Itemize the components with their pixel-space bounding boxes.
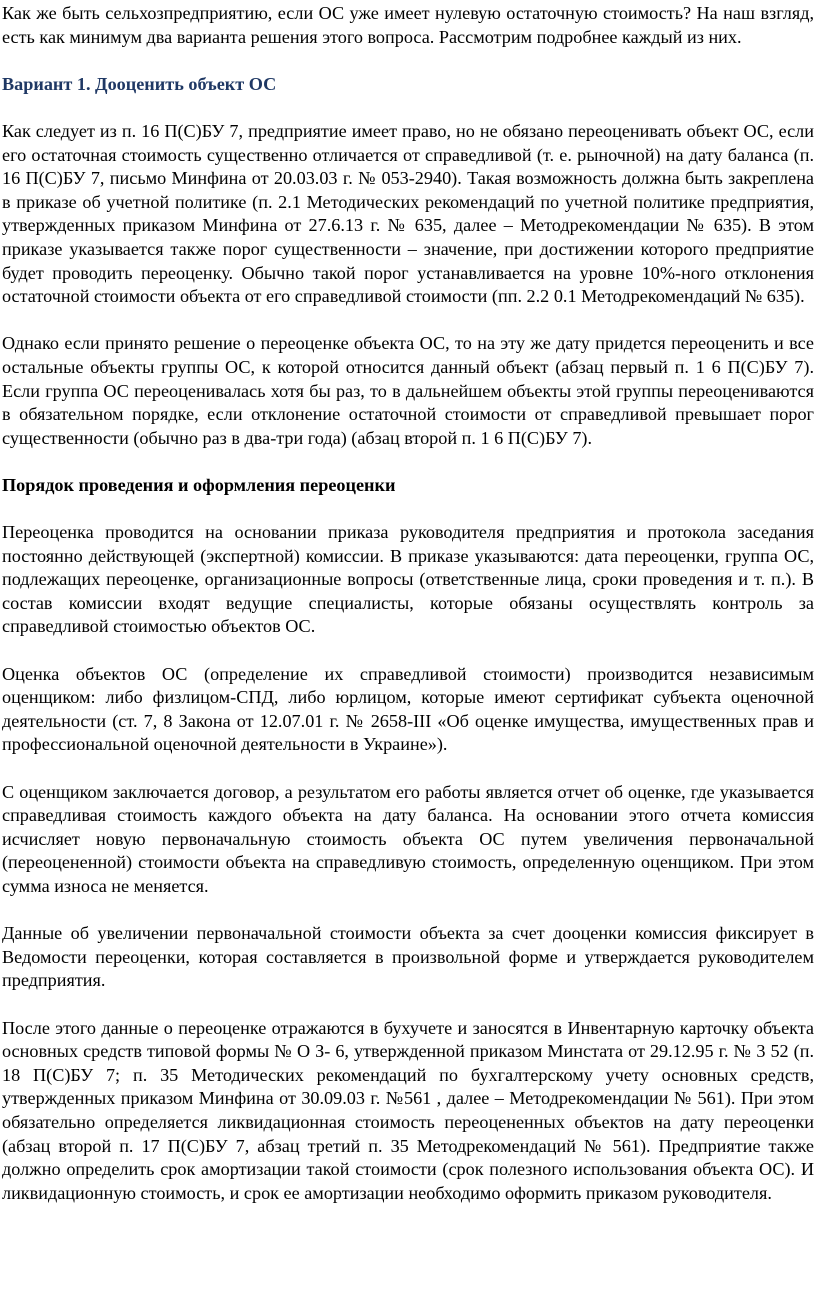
procedure-heading: Порядок проведения и оформления переоценки [2, 474, 396, 495]
paragraph-gap [2, 639, 814, 663]
revaluation-right-paragraph: Как следует из п. 16 П(С)БУ 7, предприятие имеет право, но не обязано переоценивать объект ОС, если его остаточная стоимость существенно отличается от справедливой (т. е. рыночной) на дату баланса (п. 16 П(С)БУ 7, письмо Минфина от 20.03.03 г. № 053-2940). Такая возможность должна быть закреплена в приказе об учетной политике (п. 2.1 Методических рекомендаций по учетной политике предприятия, утвержденных приказом Минфина от 27.6.13 г. № 635, далее – Методрекомендации № 635). В этом приказе указывается также порог существенности – значение, при достижении которого предприятие будет проводить переоценку. Обычно такой порог устанавливается на уровне 10%-ного отклонения остаточной стоимости объекта от его справедливой стоимости (пп. 2.2 0.1 Методрекомендаций № 635). [2, 120, 814, 307]
intro-paragraph: Как же быть сельхозпредприятию, если ОС уже имеет нулевую остаточную стоимость? На наш взгляд, есть как минимум два варианта решения этого вопроса. Рассмотрим подробнее каждый из них. [2, 3, 814, 47]
appraiser-paragraph: Оценка объектов ОС (определение их справедливой стоимости) производится независимым оценщиком: либо физлицом-СПД, либо юрлицом, которые имеют сертификат субъекта оценочной деятельности (ст. 7, 8 Закона от 12.07.01 г. № 2658-III «Об оценке имущества, имущественных прав и профессиональной оценочной деятельности в Украине»). [2, 663, 814, 755]
order-commission-paragraph: Переоценка проводится на основании приказа руководителя предприятия и протокола заседания постоянно действующей (экспертной) комиссии. В приказе указываются: дата переоценки, группа ОС, подлежащих переоценке, организационные вопросы (ответственные лица, сроки проведения и т. п.). В состав комиссии входят ведущие специалисты, которые обязаны осуществлять контроль за справедливой стоимостью объектов ОС. [2, 522, 814, 637]
paragraph-gap [2, 49, 814, 73]
paragraph-gap [2, 899, 814, 923]
paragraph-gap [2, 309, 814, 333]
paragraph-gap [2, 993, 814, 1017]
revaluation-sheet-paragraph: Данные об увеличении первоначальной стоимости объекта за счет дооценки комиссия фиксирует в Ведомости переоценки, которая составляется в произвольной форме и утверждается руководителем предприятия. [2, 923, 814, 991]
paragraph-gap [2, 96, 814, 120]
contract-report-paragraph: С оценщиком заключается договор, а результатом его работы является отчет об оценке, где указывается справедливая стоимость каждого объекта на дату баланса. На основании этого отчета комиссия исчисляет новую первоначальную стоимость объекта ОС путем увеличения первоначальной (переоцененной) стоимости объекта на справедливую стоимость, определенную оценщиком. При этом сумма износа не меняется. [2, 781, 814, 896]
paragraph-gap [2, 450, 814, 474]
variant-1-heading: Вариант 1. Дооценить объект ОС [2, 73, 277, 94]
accounting-record-paragraph: После этого данные о переоценке отражаются в бухучете и заносятся в Инвентарную карточку объекта основных средств типовой формы № О З- 6, утвержденной приказом Минстата от 29.12.95 г. № 3 52 (п. 18 П(С)БУ 7; п. 35 Методических рекомендаций по бухгалтерскому учету основных средств, утвержденных приказом Минфина от 30.09.03 г. №561 , далее – Методрекомендации № 561). При этом обязательно определяется ликвидационная стоимость переоцененных объектов на дату переоценки (абзац второй п. 17 П(С)БУ 7, абзац третий п. 35 Методрекомендаций № 561). Предприятие также должно определить срок амортизации такой стоимости (срок полезного использования объекта ОС). И ликвидационную стоимость, и срок ее амортизации необходимо оформить приказом руководителя. [2, 1017, 814, 1203]
group-revaluation-paragraph: Однако если принято решение о переоценке объекта ОС, то на эту же дату придется переоценить и все остальные объекты группы ОС, к которой относится данный объект (абзац первый п. 1 6 П(С)БУ 7). Если группа ОС переоценивалась хотя бы раз, то в дальнейшем объекты этой группы переоцениваются в обязательном порядке, если отклонение остаточной стоимости от справедливой превышает порог существенности (обычно раз в два-три года) (абзац второй п. 1 6 П(С)БУ 7). [2, 333, 814, 448]
paragraph-gap [2, 757, 814, 781]
paragraph-gap [2, 497, 814, 521]
